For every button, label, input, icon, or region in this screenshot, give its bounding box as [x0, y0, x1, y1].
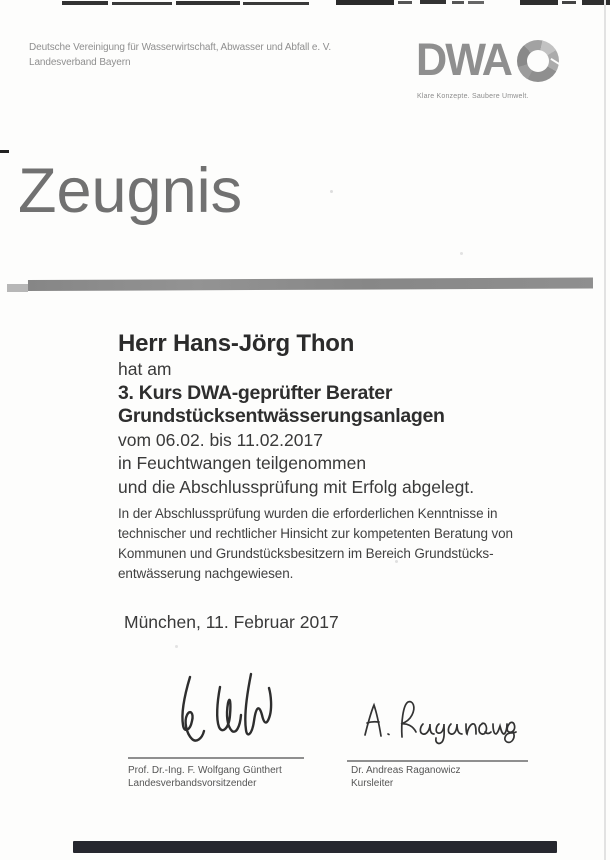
- scan-artifact: [562, 1, 576, 4]
- signatory-left-role: Landesverbandsvorsitzender: [128, 777, 257, 789]
- organization-line1: Deutsche Vereinigung für Wasserwirtschaft, Abwasser und Abfall e. V.: [29, 42, 332, 53]
- signature-line-left: [128, 757, 304, 759]
- scan-artifact: [468, 1, 484, 4]
- divider-bar-start: [7, 284, 28, 292]
- scan-artifact: [452, 1, 464, 4]
- scan-artifact: [176, 1, 240, 5]
- exam-description-line1: In der Abschlussprüfung wurden die erforderlichen Kenntnisse in: [118, 506, 498, 521]
- scan-speck: [330, 190, 333, 193]
- dwa-logo-ring-icon: [517, 40, 559, 82]
- signatory-right-role: Kursleiter: [351, 777, 394, 789]
- document-title: Zeugnis: [18, 156, 243, 226]
- course-title-line1: 3. Kurs DWA-geprüfter Berater: [118, 381, 393, 404]
- scan-artifact: [243, 2, 309, 5]
- exam-description-line3: Kommunen und Grundstücksbesitzern im Bereich Grundstücks-: [118, 546, 494, 561]
- organization-line2: Landesverband Bayern: [29, 56, 131, 68]
- footer-bar: [73, 841, 557, 853]
- signatory-left-name: Prof. Dr.-Ing. F. Wolfgang Günthert: [128, 765, 282, 776]
- participation-line: in Feuchtwangen teilgenommen: [118, 453, 367, 473]
- exam-description: [118, 504, 513, 584]
- scan-speck: [460, 252, 463, 255]
- dwa-logo-ring-hole: [527, 50, 549, 72]
- dwa-logo: [416, 34, 576, 100]
- dwa-logo-tagline: Klare Konzepte. Saubere Umwelt.: [417, 93, 529, 100]
- signatory-right-name: Dr. Andreas Raganowicz: [351, 765, 461, 776]
- dwa-logo-ring-notch: [550, 58, 561, 66]
- exam-description-line2: technischer und rechtlicher Hinsicht zur kompetenten Beratung von: [118, 526, 513, 541]
- scan-artifact: [62, 1, 108, 5]
- recipient-name: Herr Hans-Jörg Thon: [118, 330, 355, 357]
- organization-name: [29, 41, 331, 70]
- course-title-line2: Grundstücksentwässerungsanlagen: [118, 405, 445, 427]
- certificate-statement: [118, 330, 474, 499]
- scan-artifact: [336, 0, 394, 5]
- statement-intro: hat am: [118, 359, 172, 379]
- scan-artifact: [112, 2, 172, 5]
- scan-speck: [175, 645, 178, 648]
- divider-bar: [28, 278, 593, 291]
- place-and-date: München, 11. Februar 2017: [124, 612, 339, 632]
- result-line: und die Abschlussprüfung mit Erfolg abgelegt.: [118, 476, 475, 497]
- course-dates: vom 06.02. bis 11.02.2017: [118, 429, 323, 450]
- dwa-logo-text: DWA: [416, 34, 512, 85]
- scan-artifact: [0, 150, 9, 153]
- signature-line-right: [347, 760, 528, 762]
- scan-artifact: [520, 0, 558, 5]
- scan-edge-line: [604, 0, 606, 860]
- scan-artifact: [420, 0, 446, 4]
- signatory-right: [351, 765, 461, 790]
- signature-right: [350, 693, 518, 747]
- signatory-left: [128, 765, 282, 790]
- scan-artifact: [398, 1, 412, 4]
- signature-left: [150, 663, 280, 755]
- exam-description-line4: entwässerung nachgewiesen.: [118, 566, 294, 581]
